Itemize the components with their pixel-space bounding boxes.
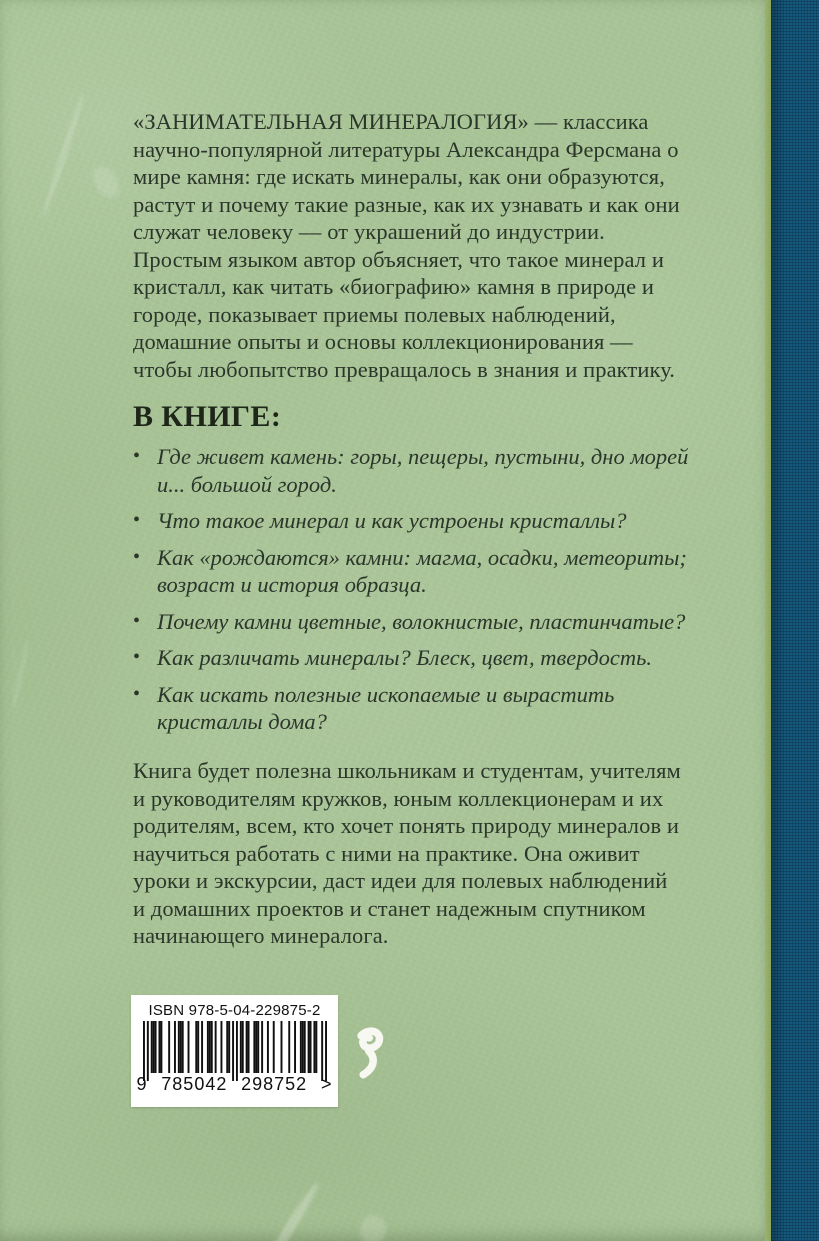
bullet-marker: • [133, 445, 141, 467]
isbn-label: ISBN 978-5-04-229875-2 [148, 1002, 321, 1019]
bullet-item [133, 681, 693, 736]
bullet-item [133, 544, 693, 599]
barcode-panel [131, 995, 338, 1107]
bullet-text: Как «рождаются» камни: магма, осадки, метеориты; возраст и история образца. [157, 544, 687, 597]
texture-scratch [258, 1180, 322, 1241]
bullet-marker: • [133, 545, 141, 568]
digit-group: 298752 [241, 1074, 308, 1094]
texture-scratch [40, 92, 87, 218]
eksmo-logo-icon [345, 1024, 393, 1084]
ean13-barcode [143, 1021, 327, 1073]
bullet-text: Что такое минерал и как устроены кристаллы? [157, 508, 627, 533]
outro-paragraph: Книга будет полезна школьникам и студентам, учителям и руководителям кружков, юным коллекционерам и их родителям, всем, кто хочет понять природу минералов и научиться работать с ними на практике. Она оживит уроки и экскурсии, даст идеи для полевых наблюдений и домашних проектов и станет надежным спутником начинающего минералога. [133, 758, 681, 948]
texture-scratch [358, 1213, 389, 1241]
barcode-end-char: > [320, 1074, 333, 1094]
bullet-text: Как различать минералы? Блеск, цвет, твердость. [157, 645, 652, 670]
in-book-heading: В КНИГЕ: [133, 400, 282, 433]
intro-paragraph: «ЗАНИМАТЕЛЬНАЯ МИНЕРАЛОГИЯ» — классика научно-популярной литературы Александра Ферсмана о мире камня: где искать минералы, как они образуются, растут и почему такие разные, как их узнавать и как они служат человеку — от украшений до индустрии. Простым языком автор объясняет, что такое минерал и кристалл, как читать «биографию» камня в природе и городе, показывает приемы полевых наблюдений, домашние опыты и основы коллекционирования — чтобы любопытство превращалось в знания и практику. [133, 109, 680, 382]
bullet-item [133, 507, 693, 535]
digit-group: 9 [136, 1074, 148, 1094]
bullet-marker: • [133, 682, 141, 705]
bullet-text: Как искать полезные ископаемые и вырастить кристаллы дома? [157, 681, 615, 734]
bullet-marker: • [133, 509, 141, 531]
barcode-digits [137, 1075, 333, 1093]
bullet-marker: • [133, 646, 141, 668]
bullet-marker: • [133, 609, 141, 632]
bullet-item [133, 608, 693, 636]
bullet-text: Почему камни цветные, волокнистые, пластинчатые? [157, 608, 686, 634]
bullet-item [133, 443, 693, 498]
bullet-item [133, 644, 693, 672]
blue-cloth-book-edge [771, 0, 819, 1241]
digit-group: 785042 [161, 1074, 228, 1094]
texture-scratch [11, 640, 30, 710]
in-book-bullet-list [133, 443, 693, 745]
bullet-text: Где живет камень: горы, пещеры, пустыни, дно морей и... большой город. [157, 444, 689, 497]
texture-scratch [88, 162, 124, 202]
